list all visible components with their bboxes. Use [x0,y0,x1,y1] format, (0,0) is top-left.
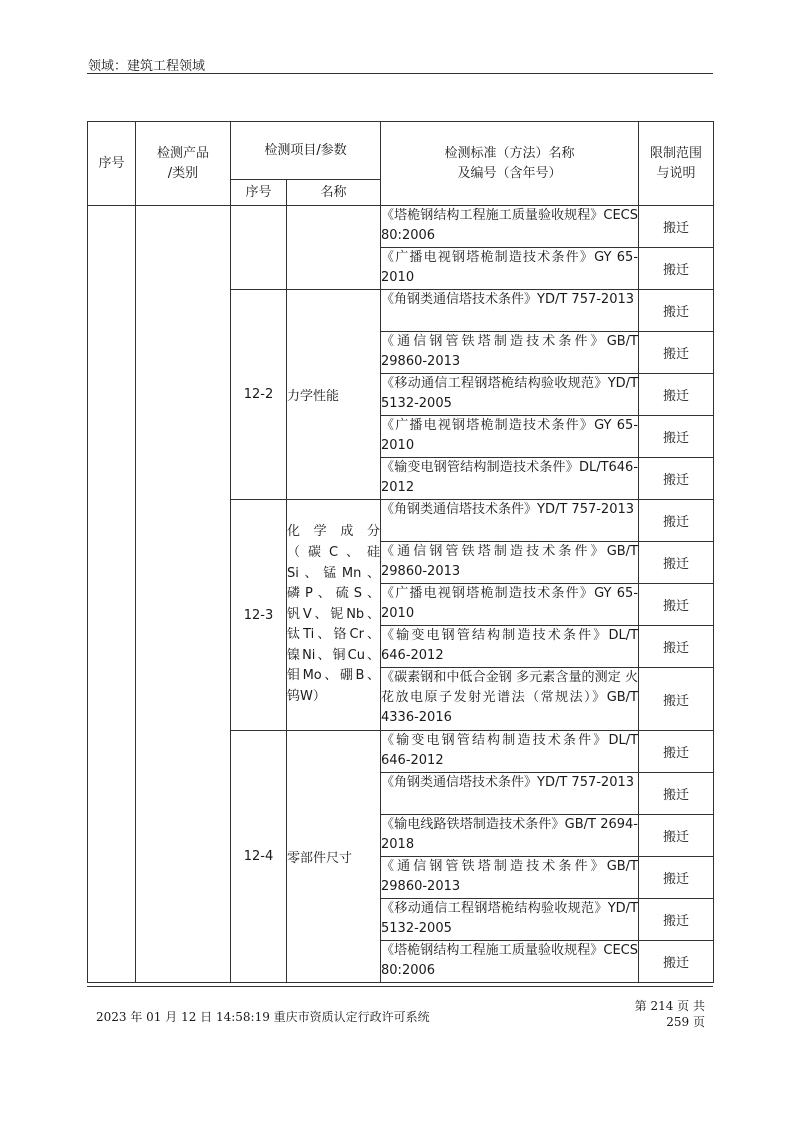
col-header-seq: 序号 [88,122,136,206]
standard-cell: 《通信钢管铁塔制造技术条件》GB/T 29860-2013 [381,332,639,374]
product-cell [136,206,231,983]
standard-cell: 《移动通信工程钢塔桅结构验收规范》YD/T 5132-2005 [381,899,639,941]
limit-cell: 搬迁 [639,332,714,374]
standard-cell: 《输变电钢管结构制造技术条件》DL/T 646-2012 [381,731,639,773]
inspection-standards-table [87,121,714,983]
standard-cell: 《角钢类通信塔技术条件》YD/T 757-2013 [381,773,639,815]
name-line: 镍Ni、铜Cu、 [287,647,381,663]
name-line: 磷P、硫S、 [287,586,381,602]
standard-cell: 《通信钢管铁塔制造技术条件》GB/T 29860-2013 [381,857,639,899]
standard-cell: 《广播电视钢塔桅制造技术条件》GY 65-2010 [381,416,639,458]
footer-divider [87,986,713,987]
standard-cell: 《通信钢管铁塔制造技术条件》GB/T 29860-2013 [381,542,639,584]
name-line: （碳C、硅 [287,544,381,560]
sub-seq-cell [231,206,287,290]
item-code-12-4: 12-4 [231,731,287,983]
limit-cell: 搬迁 [639,416,714,458]
limit-cell: 搬迁 [639,248,714,290]
limit-cell: 搬迁 [639,458,714,500]
col-header-item-param: 检测项目/参数 [231,122,381,180]
header-divider [87,73,713,74]
col-header-sub-name: 名称 [287,180,381,206]
limit-cell: 搬迁 [639,668,714,731]
limit-cell: 搬迁 [639,542,714,584]
footer-timestamp-system: 2023 年 01 月 12 日 14:58:19 重庆市资质认定行政许可系统 [96,1010,430,1024]
col-header-sub-seq: 序号 [231,180,287,206]
item-name-mechanical: 力学性能 [287,290,381,500]
standard-cell: 《输电线路铁塔制造技术条件》GB/T 2694-2018 [381,815,639,857]
page-header-domain: 领域：建筑工程领域 [88,59,206,74]
standard-cell: 《角钢类通信塔技术条件》YD/T 757-2013 [381,500,639,542]
standard-cell: 《广播电视钢塔桅制造技术条件》GY 65-2010 [381,584,639,626]
footer-page-info: 第 214 页 共 259 页 [634,999,705,1029]
name-line: 钒V、铌Nb、 [287,606,381,622]
limit-cell: 搬迁 [639,374,714,416]
item-name-chemical [287,500,381,731]
standard-cell: 《移动通信工程钢塔桅结构验收规范》YD/T 5132-2005 [381,374,639,416]
standard-cell: 《塔桅钢结构工程施工质量验收规程》CECS 80:2006 [381,941,639,983]
limit-cell: 搬迁 [639,731,714,773]
standard-cell: 《碳素钢和中低合金钢 多元素含量的测定 火花放电原子发射光谱法（常规法）》GB/T 4336-2016 [381,668,639,731]
standard-cell: 《广播电视钢塔桅制造技术条件》GY 65-2010 [381,248,639,290]
item-code-12-2: 12-2 [231,290,287,500]
name-line: 钼Mo、硼B、 [287,668,381,684]
item-name-dimensions: 零部件尺寸 [287,731,381,983]
standard-cell: 《塔桅钢结构工程施工质量验收规程》CECS 80:2006 [381,206,639,248]
item-code-12-3: 12-3 [231,500,287,731]
standard-cell: 《角钢类通信塔技术条件》YD/T 757-2013 [381,290,639,332]
name-line: 化学成分 [287,524,381,540]
limit-cell: 搬迁 [639,941,714,983]
limit-cell: 搬迁 [639,626,714,668]
standard-cell: 《输变电钢管结构制造技术条件》DL/T 646-2012 [381,626,639,668]
col-header-product: 检测产品 /类别 [136,122,231,206]
limit-cell: 搬迁 [639,815,714,857]
col-header-standard: 检测标准（方法）名称 及编号（含年号） [381,122,639,206]
name-line: 钛Ti、铬Cr、 [287,627,381,643]
sub-name-cell [287,206,381,290]
limit-cell: 搬迁 [639,857,714,899]
limit-cell: 搬迁 [639,500,714,542]
limit-cell: 搬迁 [639,584,714,626]
limit-cell: 搬迁 [639,773,714,815]
name-line: Si、锰Mn、 [287,565,381,581]
standard-cell: 《输变电钢管结构制造技术条件》DL/T646-2012 [381,458,639,500]
col-header-limit: 限制范围 与说明 [639,122,714,206]
seq-cell [88,206,136,983]
limit-cell: 搬迁 [639,899,714,941]
limit-cell: 搬迁 [639,290,714,332]
table-row [88,206,714,248]
name-line: 钨W） [287,689,326,705]
limit-cell: 搬迁 [639,206,714,248]
